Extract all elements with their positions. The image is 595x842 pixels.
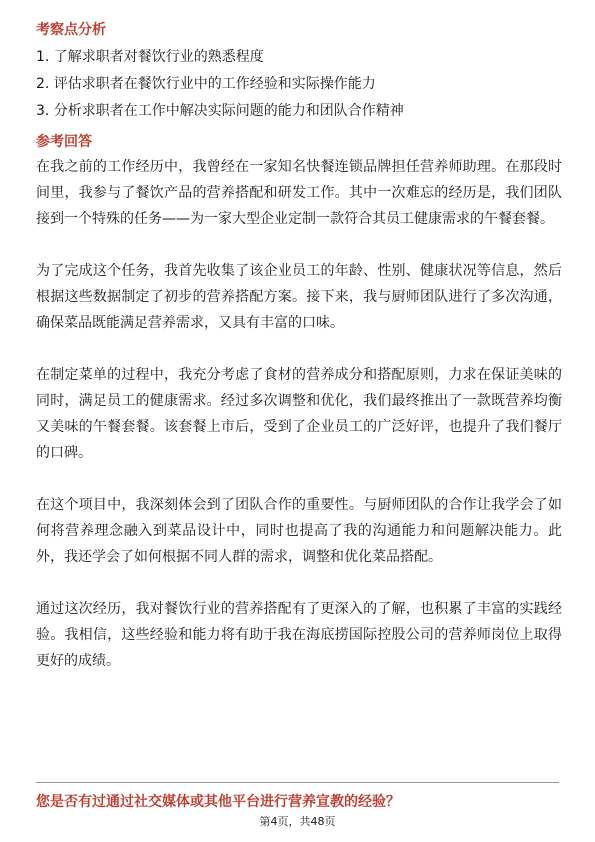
answer-paragraph: 在我之前的工作经历中，我曾经在一家知名快餐连锁品牌担任营养师助理。在那段时间里，我参与了餐饮产品的营养搭配和研发工作。其中一次难忘的经历是，我们团队接到一个特殊的任务——为一家大型企业定制一款符合其员工健康需求的午餐套餐。 — [36, 159, 562, 227]
assessment-heading: 考察点分析 — [36, 22, 106, 38]
assessment-point: 1. 了解求职者对餐饮行业的熟悉程度 — [36, 49, 264, 65]
section-divider — [36, 782, 559, 783]
assessment-point: 3. 分析求职者在工作中解决实际问题的能力和团队合作精神 — [36, 103, 404, 119]
answer-paragraph: 为了完成这个任务，我首先收集了该企业员工的年龄、性别、健康状况等信息，然后根据这些数据制定了初步的营养搭配方案。接下来，我与厨师团队进行了多次沟通，确保菜品既能满足营养需求，又具有丰富的口味。 — [36, 263, 562, 331]
answer-heading: 参考回答 — [36, 134, 92, 150]
assessment-point: 2. 评估求职者在餐饮行业中的工作经验和实际操作能力 — [36, 76, 376, 92]
page-content — [36, 20, 562, 674]
page-number: 第4页，共48页 — [259, 815, 336, 828]
answer-paragraph: 通过这次经历，我对餐饮行业的营养搭配有了更深入的了解，也积累了丰富的实践经验。我相信，这些经验和能力将有助于我在海底捞国际控股公司的营养师岗位上取得更好的成绩。 — [36, 601, 562, 669]
answer-paragraph: 在这个项目中，我深刻体会到了团队合作的重要性。与厨师团队的合作让我学会了如何将营养理念融入到菜品设计中，同时也提高了我的沟通能力和问题解决能力。此外，我还学会了如何根据不同人群的需求，调整和优化菜品搭配。 — [36, 497, 562, 565]
next-question-heading: 您是否有过通过社交媒体或其他平台进行营养宣教的经验？ — [36, 794, 400, 810]
answer-paragraph: 在制定菜单的过程中，我充分考虑了食材的营养成分和搭配原则，力求在保证美味的同时，满足员工的健康需求。经过多次调整和优化，我们最终推出了一款既营养均衡又美味的午餐套餐。该套餐上市后，受到了企业员工的广泛好评，也提升了我们餐厅的口碑。 — [36, 367, 562, 461]
